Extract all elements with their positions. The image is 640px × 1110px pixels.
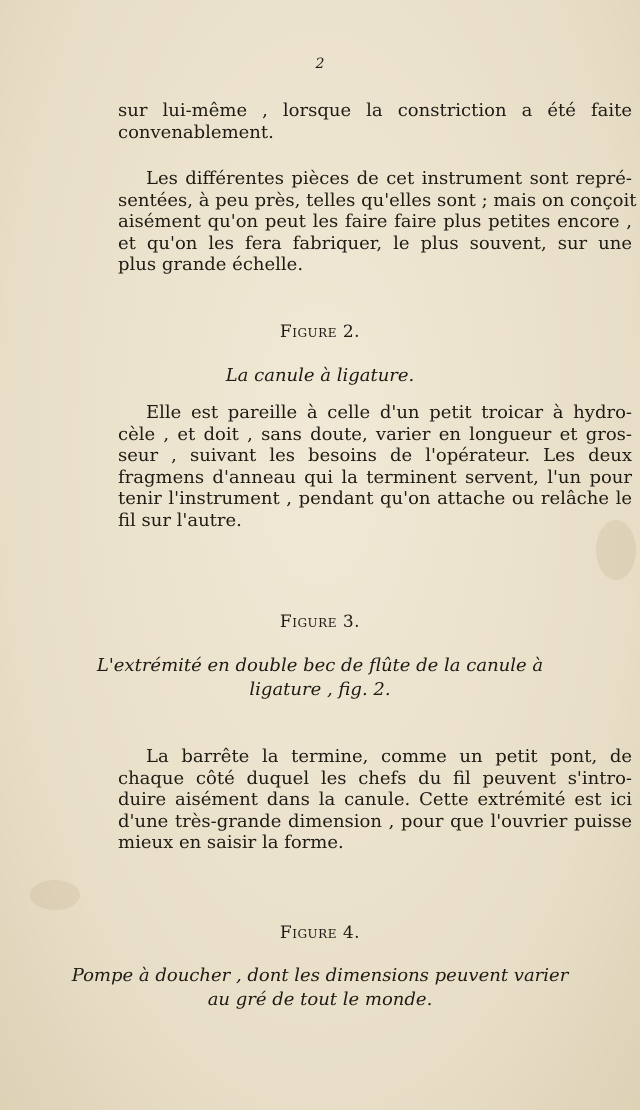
figure-2-caption [0, 364, 640, 388]
text-line: cèle , et doit , sans doute, varier en longueur et gros- [118, 423, 632, 445]
text-line: duire aisément dans la canule. Cette extrémité est ici [118, 789, 632, 810]
text-line: Elle est pareille à celle d'un petit troicar à hydro- [146, 402, 632, 423]
caption-line: ligature , fig. 2. [249, 679, 391, 700]
caption-line: La canule à ligature. [225, 365, 415, 386]
text-line: fil sur l'autre. [118, 509, 242, 531]
figure-4-caption [0, 964, 640, 1012]
page-number: 2 [315, 56, 325, 72]
text-line: sentées, à peu près, telles qu'elles sont ; mais on conçoit [118, 189, 637, 211]
figure-2-heading: Figure 2. [279, 322, 361, 342]
caption-line: L'extrémité en double bec de flûte de la canule à [96, 655, 544, 676]
text-line: mieux en saisir la forme. [118, 832, 344, 853]
text-line: et qu'on les fera fabriquer, le plus souvent, sur une [118, 232, 632, 254]
text-line: Les différentes pièces de cet instrument sont repré- [146, 168, 632, 189]
figure-4-heading: Figure 4. [279, 923, 361, 943]
text-line: sur lui-même , lorsque la constriction a été faite [118, 100, 632, 121]
figure-3-caption [0, 654, 640, 702]
paragraph-canule [118, 402, 632, 531]
paragraph-continuation [118, 100, 632, 143]
text-line: tenir l'instrument , pendant qu'on attache ou relâche le [118, 488, 632, 509]
paper-stain [30, 880, 80, 910]
caption-line: au gré de tout le monde. [207, 989, 433, 1010]
paragraph-instrument-pieces [118, 168, 637, 276]
paragraph-barrete [118, 746, 632, 854]
text-line: plus grande échelle. [118, 254, 304, 275]
text-line: fragmens d'anneau qui la terminent servent, l'un pour [118, 466, 632, 488]
text-line: chaque côté duquel les chefs du fil peuvent s'intro- [118, 767, 632, 789]
text-line: seur , suivant les besoins de l'opérateur. Les deux [118, 445, 632, 466]
figure-3-heading: Figure 3. [279, 612, 361, 632]
text-line: d'une très-grande dimension , pour que l'ouvrier puisse [118, 810, 632, 832]
text-line: La barrête la termine, comme un petit pont, de [146, 746, 632, 767]
text-line: aisément qu'on peut les faire faire plus petites encore , [118, 211, 632, 232]
text-line: convenablement. [118, 121, 274, 143]
caption-line: Pompe à doucher , dont les dimensions peuvent varier [71, 965, 569, 986]
